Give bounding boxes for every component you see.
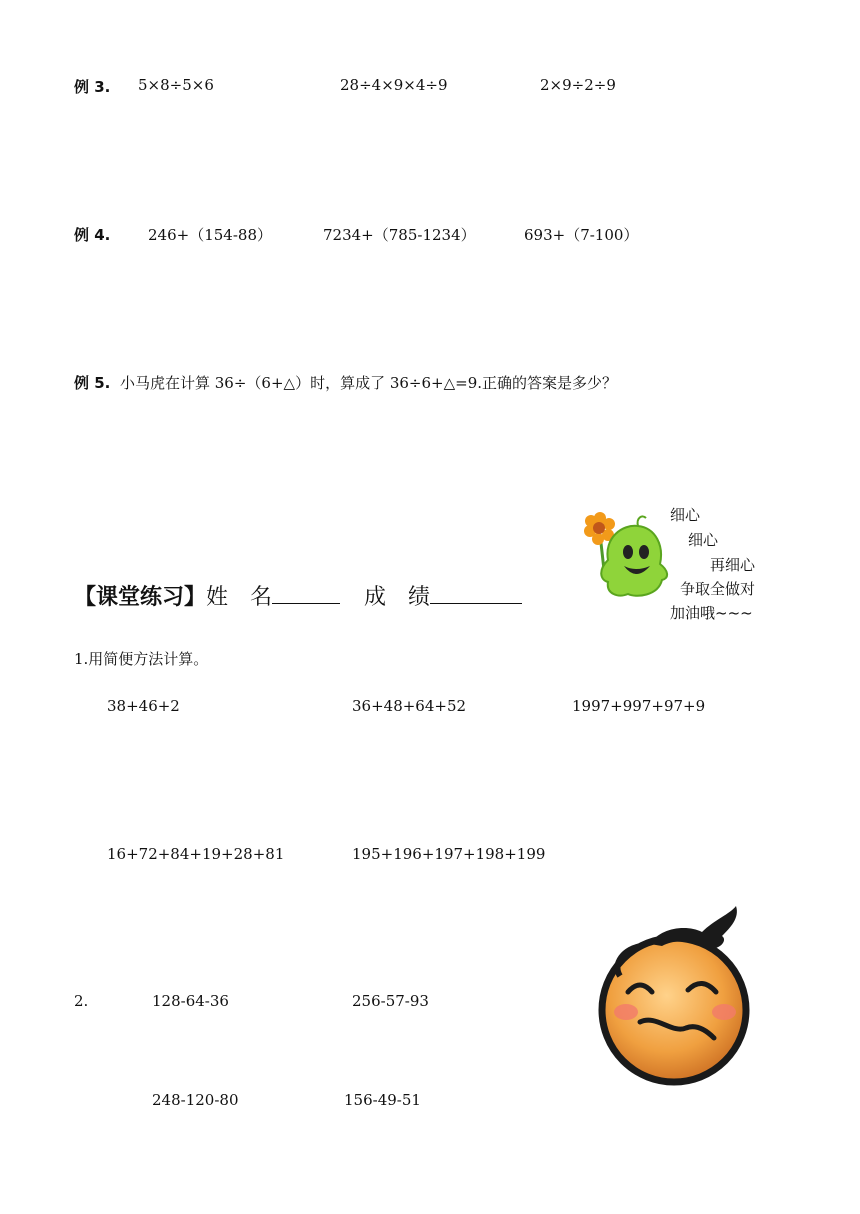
question-1-title: 1.用简便方法计算。 xyxy=(74,650,209,668)
example-3-problem-1: 5×8÷5×6 xyxy=(138,76,214,94)
practice-heading xyxy=(74,580,522,611)
green-mascot-icon xyxy=(578,508,678,600)
example-4-problem-3: 693+（7-100） xyxy=(524,226,639,244)
name-label: 姓 名 xyxy=(206,585,273,610)
q1-problem: 195+196+197+198+199 xyxy=(352,845,546,863)
q1-problem: 38+46+2 xyxy=(107,697,180,715)
name-blank[interactable] xyxy=(272,583,340,604)
example-3-problem-3: 2×9÷2÷9 xyxy=(540,76,616,94)
example-4-label: 例 4. xyxy=(74,226,111,244)
practice-title: 【课堂练习】 xyxy=(74,585,207,610)
example-5-label: 例 5. xyxy=(74,374,111,392)
q2-problem: 156-49-51 xyxy=(344,1091,421,1109)
q1-problem: 16+72+84+19+28+81 xyxy=(107,845,285,863)
q1-problem: 1997+997+97+9 xyxy=(572,697,706,715)
bubble-line-3: 再细心 xyxy=(710,556,756,574)
q2-problem: 128-64-36 xyxy=(152,992,229,1010)
bubble-line-1: 细心 xyxy=(670,506,701,524)
score-blank[interactable] xyxy=(430,583,522,604)
bubble-line-5: 加油哦~~~ xyxy=(670,604,753,622)
bubble-line-2: 细心 xyxy=(688,531,719,549)
example-3-label: 例 3. xyxy=(74,78,111,96)
bubble-line-4: 争取全做对 xyxy=(680,580,756,598)
score-label: 成 绩 xyxy=(364,585,431,610)
example-4-problem-1: 246+（154-88） xyxy=(148,226,272,244)
q2-problem: 248-120-80 xyxy=(152,1091,239,1109)
example-3-problem-2: 28÷4×9×4÷9 xyxy=(340,76,448,94)
smiling-face-icon xyxy=(590,906,766,1086)
q2-problem: 256-57-93 xyxy=(352,992,429,1010)
example-4-problem-2: 7234+（785-1234） xyxy=(323,226,476,244)
example-5-text: 小马虎在计算 36÷（6+△）时，算成了 36÷6+△=9.正确的答案是多少？ xyxy=(120,374,618,392)
q1-problem: 36+48+64+52 xyxy=(352,697,467,715)
question-2-number: 2. xyxy=(74,992,89,1010)
